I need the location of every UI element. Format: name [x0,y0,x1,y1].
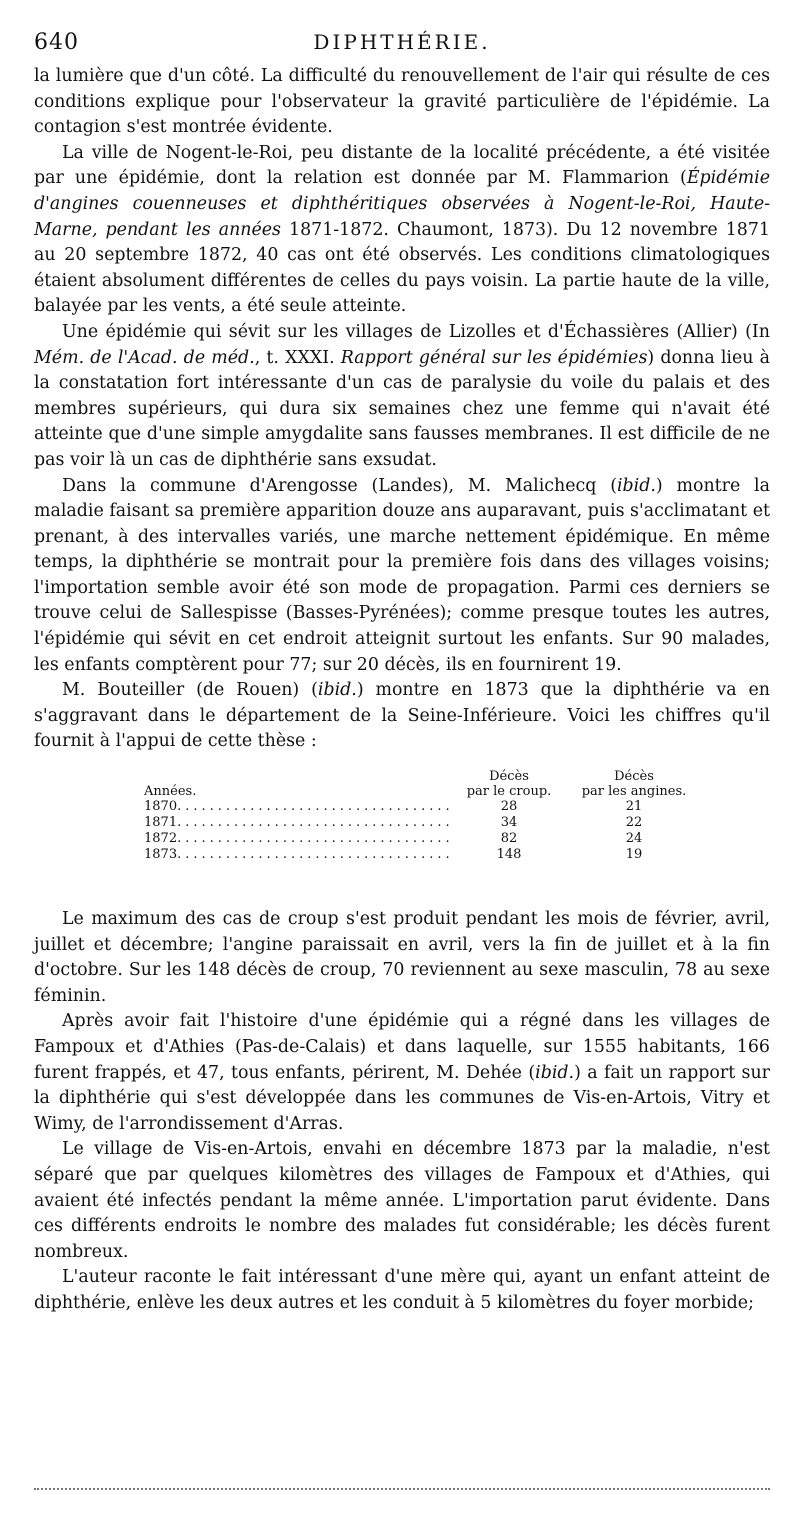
italic-citation: ibid. [616,475,656,496]
text-run: 1871-1872. Chaumont, 1873). Du 12 novembre 1871 au 20 septembre 1872, 40 cas ont été observés. Les conditions climatologiques étaient absolument différentes de celles du pays voisin. La partie haute de la ville, balayée par les vents, a été seule atteinte. [34,219,771,317]
leader-dots: .................................. [177,831,454,847]
paragraph-6: Le maximum des cas de croup s'est produit pendant les mois de février, avril, juillet et décembre; l'angine paraissait en avril, vers la fin de juillet et à la fin d'octobre. Sur les 148 décès de croup, 70 reviennent au sexe masculin, 78 au sexe féminin. [34,909,770,1006]
table-row [144,847,704,863]
header-text: par le croup. [466,784,552,800]
column-header-croup [454,769,564,799]
paragraph-1: la lumière que d'un côté. La difficulté du renouvellement de l'air qui résulte de ces conditions explique pour l'observateur la gravité particulière de l'épidémie. La contagion s'est montrée évidente. [34,66,770,138]
column-header-years [144,769,454,799]
angines-value: 21 [625,799,643,815]
header-text: Décès [489,769,529,785]
year-value: 1871 [144,815,178,831]
croup-value: 148 [496,847,522,863]
italic-citation: ibid. [535,1062,575,1083]
text-run: Après avoir fait l'histoire d'une épidémie qui a régné dans les villages de Fampoux et d'Athies (Pas-de-Calais) et dans laquelle, sur 1555 habitants, 166 furent frappés, et 47, tous enfants, périrent, M. Dehée ( [34,1011,770,1083]
text-run: ) a fait un rapport sur la diphthérie qui s'est développée dans les communes de Vis-en-Artois, Vitry et Wimy, de l'arrondissement d'Arras. [34,1062,770,1134]
body-text [34,64,770,1317]
table-row [144,831,704,847]
paragraph-7 [34,1009,770,1137]
croup-value: 34 [500,815,518,831]
italic-citation: Rapport général sur les épidémies [340,347,648,368]
italic-citation: Mém. de l'Acad. de méd. [34,347,255,368]
text-run: Dans la commune d'Arengosse (Landes), M. Malichecq ( [62,475,617,496]
header-text: Décès [614,769,654,785]
table-row [144,799,704,815]
paragraph-2 [34,141,770,320]
text-run: ) montre en 1873 que la diphthérie va en s'aggravant dans le département de la Seine-Inférieure. Voici les chiffres qu'il fournit à l'appui de cette thèse : [34,680,770,752]
year-value: 1872 [144,831,178,847]
text-run: ) montre la maladie faisant sa première apparition douze ans auparavant, puis s'acclimatant et prenant, à des intervalles variés, une marche nettement épidémique. En même temps, la diphthérie se montrait pour la première fois dans des villages voisins; l'importation semble avoir été son mode de propagation. Parmi ces derniers se trouve celui de Sallespisse (Basses-Pyrénées); comme presque toutes les autres, l'épidémie qui sévit en cet endroit atteignit surtout les enfants. Sur 90 malades, les enfants comptèrent pour 77; sur 20 décès, ils en fournirent 19. [34,475,770,675]
running-title: DIPHTHÉRIE. [313,30,491,54]
footer-dotted-rule [34,1488,770,1490]
paragraph-5 [34,678,770,755]
year-value: 1870 [144,799,178,815]
year-cell [144,847,454,863]
paragraph-3 [34,320,770,474]
mortality-table [144,769,704,863]
year-cell [144,831,454,847]
text-run: , t. XXXI. [254,347,341,368]
page-header [34,30,770,60]
croup-value: 28 [500,799,518,815]
paragraph-9: L'auteur raconte le fait intéressant d'une mère qui, ayant un enfant atteint de diphthérie, enlève les deux autres et les conduit à 5 kilomètres du foyer morbide; [34,1267,770,1313]
leader-dots: .................................. [177,847,454,863]
header-text: Années. [144,784,197,800]
paragraph-8: Le village de Vis-en-Artois, envahi en décembre 1873 par la maladie, n'est séparé que par quelques kilomètres des villages de Fampoux et d'Athies, qui avaient été infectés pendant la même année. L'importation parut évidente. Dans ces différents endroits le nombre des malades fut considérable; les décès furent nombreux. [34,1139,770,1262]
year-cell [144,815,454,831]
angines-value: 24 [625,831,643,847]
year-value: 1873 [144,847,178,863]
table-row [144,815,704,831]
leader-dots: .................................. [177,815,454,831]
text-run: Une épidémie qui sévit sur les villages de Lizolles et d'Échassières (Allier) (In [62,321,770,342]
italic-citation: ibid. [317,680,357,701]
page-number: 640 [34,30,79,55]
text-run: M. Bouteiller (de Rouen) ( [62,680,318,701]
text-run: La ville de Nogent-le-Roi, peu distante de la localité précédente, a été visitée par une épidémie, dont la relation est donnée par M. Flammarion ( [34,142,770,189]
header-text: par les angines. [581,784,687,800]
paragraph-4 [34,474,770,679]
angines-value: 22 [625,815,643,831]
angines-value: 19 [625,847,643,863]
italic-citation: Épidémie d'angines couenneuses et diphthéritiques observées à Nogent-le-Roi, Haute-Marne, pendant les années [34,168,770,240]
column-header-angines [564,769,704,799]
croup-value: 82 [500,831,518,847]
year-cell [144,799,454,815]
table-header-row [144,769,704,799]
leader-dots: .................................. [177,799,454,815]
text-run: ) donna lieu à la constatation fort intéressante d'un cas de paralysie du voile du palais et des membres supérieurs, qui dura six semaines chez une femme qui n'avait été atteinte que d'une simple amygdalite sans fausses membranes. Il est difficile de ne pas voir là un cas de diphthérie sans exsudat. [34,347,770,470]
